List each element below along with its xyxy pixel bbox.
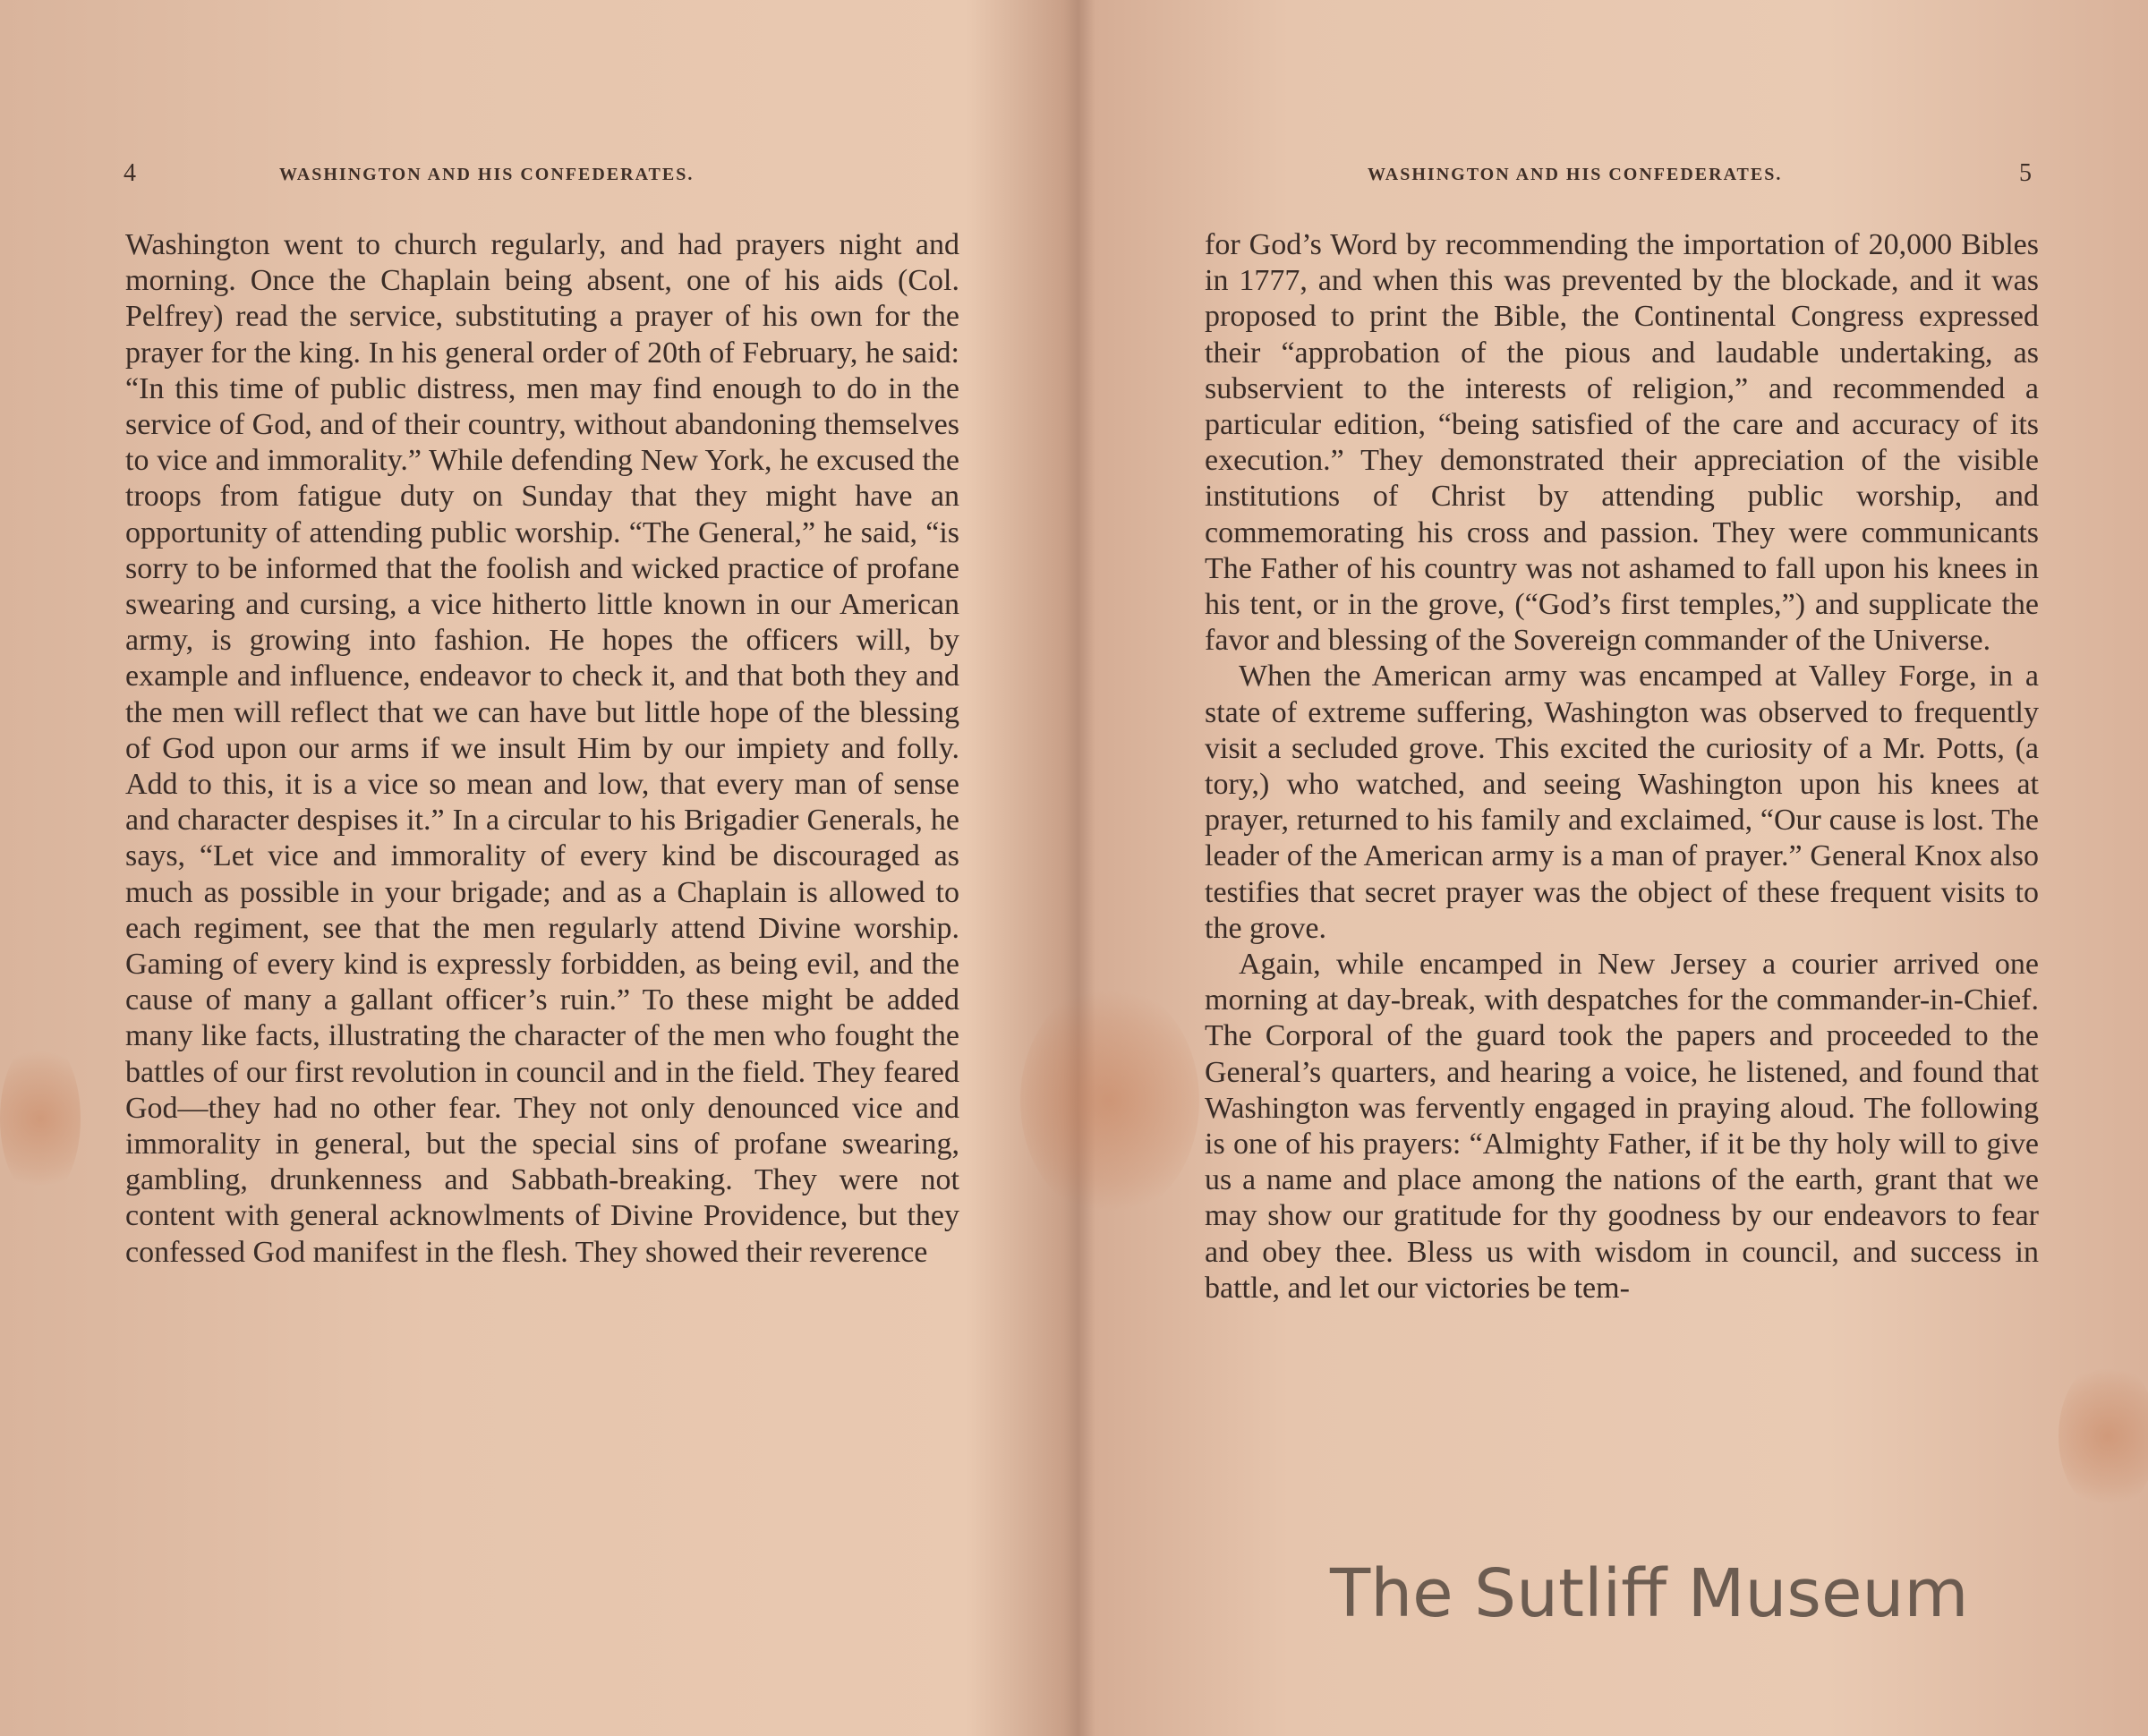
paragraph: Again, while encamped in New Jersey a courier arrived one morning at day-break, with despatches for the commander-in-Chief. The Corporal of the guard took the papers and proceeded to the General’s quarters, and hearing a voice, he listened, and found that Washington was fervently engaged in praying aloud. The following is one of his prayers: “Almighty Father, if it be thy holy will to give us a name and place among the nations of the earth, grant that we may show our gratitude for thy goodness by our endeavors to fear and obey thee. Bless us with wisdom in council, and success in battle, and let our victories be tem- xyxy=(1205,948,2039,1305)
page-number: 4 xyxy=(124,159,136,187)
running-head: WASHINGTON AND HIS CONFEDERATES. xyxy=(1368,165,1783,184)
body-text xyxy=(125,227,959,1271)
body-text xyxy=(1205,227,2039,1306)
running-head: WASHINGTON AND HIS CONFEDERATES. xyxy=(279,165,695,184)
paragraph: When the American army was encamped at Valley Forge, in a state of extreme suffering, Washington was observed to frequently visit a secluded grove. This excited the curiosity of a Mr. Potts, (a tory,) who watched, and seeing Washington upon his knees at prayer, returned to his family and exclaimed, “Our cause is lost. The leader of the American army is a man of prayer.” General Knox also testifies that secret prayer was the object of these frequent visits to the grove. xyxy=(1205,660,2039,945)
paragraph: Washington went to church regularly, and had prayers night and morning. Once the Chaplain being absent, one of his aids (Col. Pelfrey) read the service, substituting a prayer of his own for the prayer for the king. In his general order of 20th of February, he said: “In this time of public distress, men may find enough to do in the service of God, and of their country, without abandoning themselves to vice and immorality.” While defending New York, he excused the troops from fatigue duty on Sunday that they might have an opportunity of attending public worship. “The General,” he said, “is sorry to be informed that the foolish and wicked practice of profane swearing and cursing, a vice hitherto little known in our American army, is growing into fashion. He hopes the officers will, by example and influence, endeavor to check it, and that both they and the men will reflect that we can have but little hope of the blessing of God upon our arms if we insult Him by our impiety and folly. Add to this, it is a vice so mean and low, that every man of sense and character despises it.” In a circular to his Brigadier Generals, he says, “Let vice and immorality of every kind be discouraged as much as possible in your brigade; and as a Chaplain is allowed to each regiment, see that the men regularly attend Divine worship. Gaming of every kind is expressly forbidden, as being evil, and the cause of many a gallant officer’s ruin.” To these might be added many like facts, illustrating the character of the men who fought the battles of our first revolution in council and in the field. They feared God—they had no other fear. They not only denounced vice and immorality in general, but the special sins of profane swearing, gambling, drunkenness and Sabbath-breaking. They were not content with general acknowlments of Divine Providence, but they confessed God manifest in the flesh. They showed their reverence xyxy=(125,228,959,1269)
page-number: 5 xyxy=(2019,159,2032,187)
paragraph: for God’s Word by recommending the importation of 20,000 Bibles in 1777, and when this was prevented by the blockade, and it was proposed to print the Bible, the Continental Congress expressed their “approbation of the pious and laudable undertaking, as subservient to the interests of religion,” and recommended a particular edition, “being satisfied of the care and accuracy of its execution.” They demonstrated their appreciation of the visible institutions of Christ by attending public worship, and commemorating his cross and passion. They were communicants The Father of his country was not ashamed to fall upon his knees in his tent, or in the grove, (“God’s first temples,”) and supplicate the favor and blessing of the Sovereign commander of the Universe. xyxy=(1205,228,2039,658)
right-page xyxy=(1090,0,2148,1736)
museum-watermark: The Sutliff Museum xyxy=(1330,1555,1969,1632)
